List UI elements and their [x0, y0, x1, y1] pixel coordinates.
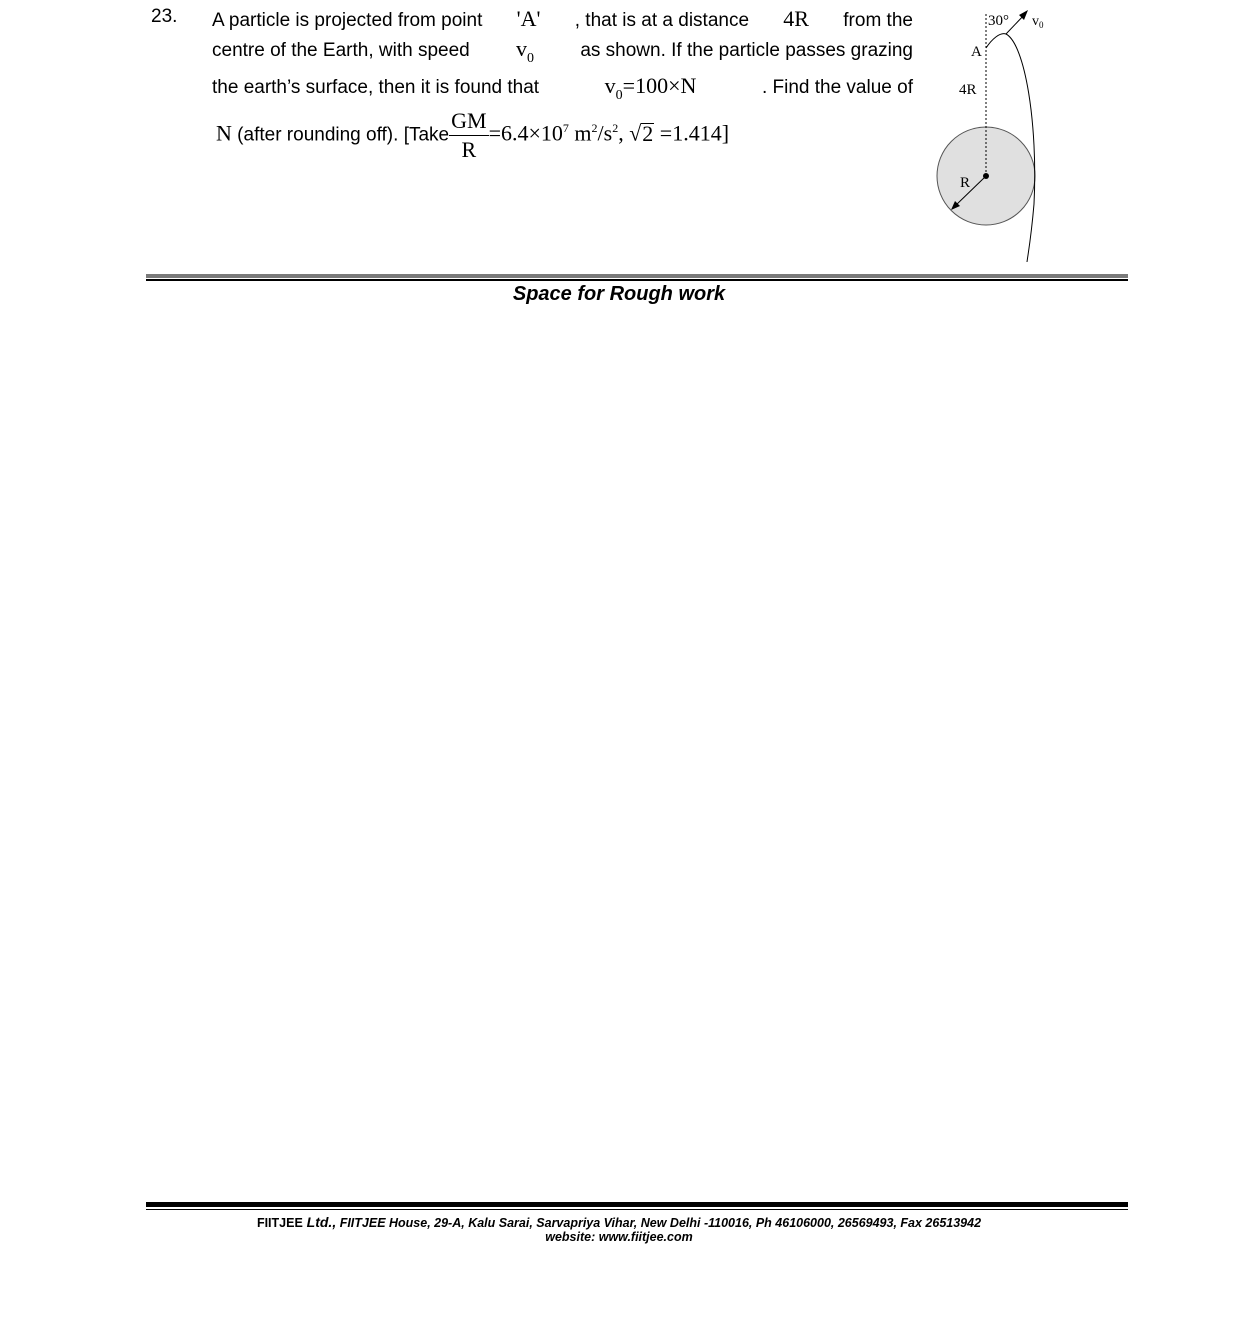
sqrt-symbol: √ — [629, 120, 642, 146]
question-text: the earth’s surface, then it is found that — [212, 77, 540, 98]
footer-brand: FIITJEE — [256, 1216, 303, 1230]
speed-math — [516, 36, 535, 66]
unit-m: m — [568, 120, 592, 146]
footer-divider-thin — [146, 1209, 1128, 1210]
sqrt-value: =1.414] — [654, 120, 730, 146]
question-text: , that is at a distance — [574, 10, 750, 31]
divider-grey — [146, 274, 1128, 278]
question-line-1 — [212, 6, 913, 32]
unit-s: /s — [597, 120, 613, 146]
separator: , — [618, 120, 630, 146]
exponent: 2 — [612, 120, 619, 135]
question-text: as shown. If the particle passes grazing — [580, 40, 913, 61]
fraction-numerator: GM — [449, 109, 488, 136]
question-text: from the — [843, 10, 913, 31]
radius-r-label: R — [960, 175, 971, 191]
question-text: (after rounding off). [Take — [237, 124, 450, 146]
orbit-diagram — [930, 4, 1050, 266]
distance-math: 4R — [783, 6, 809, 31]
footer-website: website: www.fiitjee.com — [545, 1230, 693, 1244]
question-line-3 — [212, 73, 913, 103]
angle-label: 30° — [988, 13, 1009, 29]
sqrt-argument: 2 — [642, 120, 654, 146]
point-a-label: A — [971, 44, 982, 60]
distance-4r-label: 4R — [959, 82, 977, 98]
fraction-denominator: R — [461, 137, 477, 162]
footer-address — [0, 1214, 1238, 1230]
rough-work-label: Space for Rough work — [512, 283, 726, 305]
question-line-4 — [216, 109, 917, 162]
equation-rhs: =100×N — [622, 73, 697, 98]
point-a-math: 'A' — [516, 6, 541, 31]
speed-symbol: v — [516, 36, 528, 61]
question-text: centre of the Earth, with speed — [212, 40, 470, 61]
speed-subscript: 0 — [527, 51, 535, 66]
footer-divider-thick — [146, 1202, 1128, 1207]
speed-symbol: v — [604, 73, 616, 98]
speed-subscript: 0 — [615, 88, 623, 103]
question-text: . Find the value of — [761, 77, 913, 98]
n-symbol: N — [216, 120, 232, 146]
velocity-label: $v_0$ — [1032, 14, 1044, 30]
divider-black — [146, 279, 1128, 281]
gm-over-r-fraction — [449, 109, 488, 162]
question-line-2 — [212, 36, 913, 66]
exponent: 2 — [591, 120, 598, 135]
footer-ltd: Ltd., — [302, 1214, 337, 1230]
speed-equation — [604, 73, 697, 103]
exponent: 7 — [562, 120, 569, 135]
question-text: A particle is projected from point — [212, 10, 483, 31]
footer-address-text: FIITJEE House, 29-A, Kalu Sarai, Sarvapriya Vihar, New Delhi -110016, Ph 46106000, 26569493, Fax 26513942 — [336, 1216, 982, 1230]
question-number: 23. — [151, 6, 178, 27]
value-math: =6.4×10 — [488, 120, 563, 146]
